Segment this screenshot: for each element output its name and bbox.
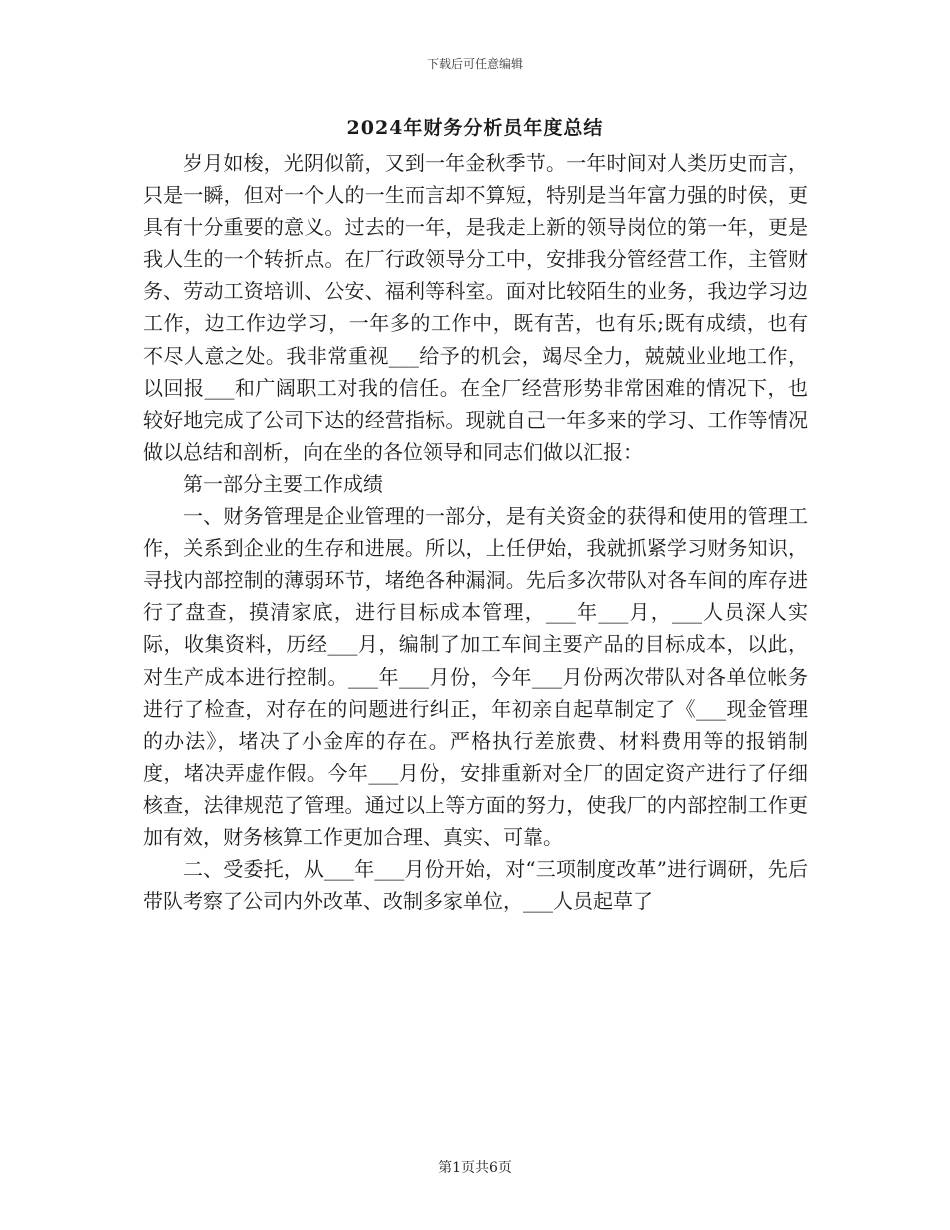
paragraph-intro: 岁月如梭，光阴似箭，又到一年金秋季节。一年时间对人类历史而言，只是一瞬，但对一个人的一生而言却不算短，特别是当年富力强的时侯，更具有十分重要的意义。过去的一年，是我走上新的领导岗位的第一年，更是我人生的一个转折点。在厂行政领导分工中，安排我分管经营工作，主管财务、劳动工资培训、公安、福利等科室。面对比较陌生的业务，我边学习边工作，边工作边学习，一年多的工作中，既有苦，也有乐;既有成绩，也有不尽人意之处。我非常重视___给予的机会，竭尽全力，兢兢业业地工作，以回报___和广阔职工对我的信任。在全厂经营形势非常困难的情况下，也较好地完成了公司下达的经营指标。现就自己一年多来的学习、工作等情况做以总结和剖析，向在坐的各位领导和同志们做以汇报： <box>143 151 808 464</box>
paragraph-reform-research: 二、受委托，从___年___月份开始，对“三项制度改革”进行调研，先后带队考察了公司内外改革、改制多家单位，___人员起草了 <box>143 857 808 914</box>
document-title: 2024年财务分析员年度总结 <box>346 117 604 139</box>
paragraph-finance-management: 一、财务管理是企业管理的一部分，是有关资金的获得和使用的管理工作，关系到企业的生存和进展。所以，上任伊始，我就抓紧学习财务知识，寻找内部控制的薄弱环节，堵绝各种漏洞。先后多次带队对各车间的库存进行了盘查，摸清家底，进行目标成本管理，___年___月，___人员深人实际，收集资料，历经___月，编制了加工车间主要产品的目标成本，以此，对生产成本进行控制。___年___月份，今年___月份两次带队对各单位帐务进行了检查，对存在的问题进行纠正，年初亲自起草制定了《___现金管理的办法》，堵决了小金库的存在。严格执行差旅费、材料费用等的报销制度，堵决弄虚作假。今年___月份，安排重新对全厂的固定资产进行了仔细核查，法律规范了管理。通过以上等方面的努力，使我厂的内部控制工作更加有效，财务核算工作更加合理、真实、可靠。 <box>143 504 808 849</box>
page-header-note: 下载后可任意编辑 <box>426 57 523 71</box>
document-body <box>143 147 808 917</box>
page-number: 第1页共6页 <box>438 1160 512 1176</box>
section-heading-part-one: 第一部分主要工作成绩 <box>183 471 383 496</box>
